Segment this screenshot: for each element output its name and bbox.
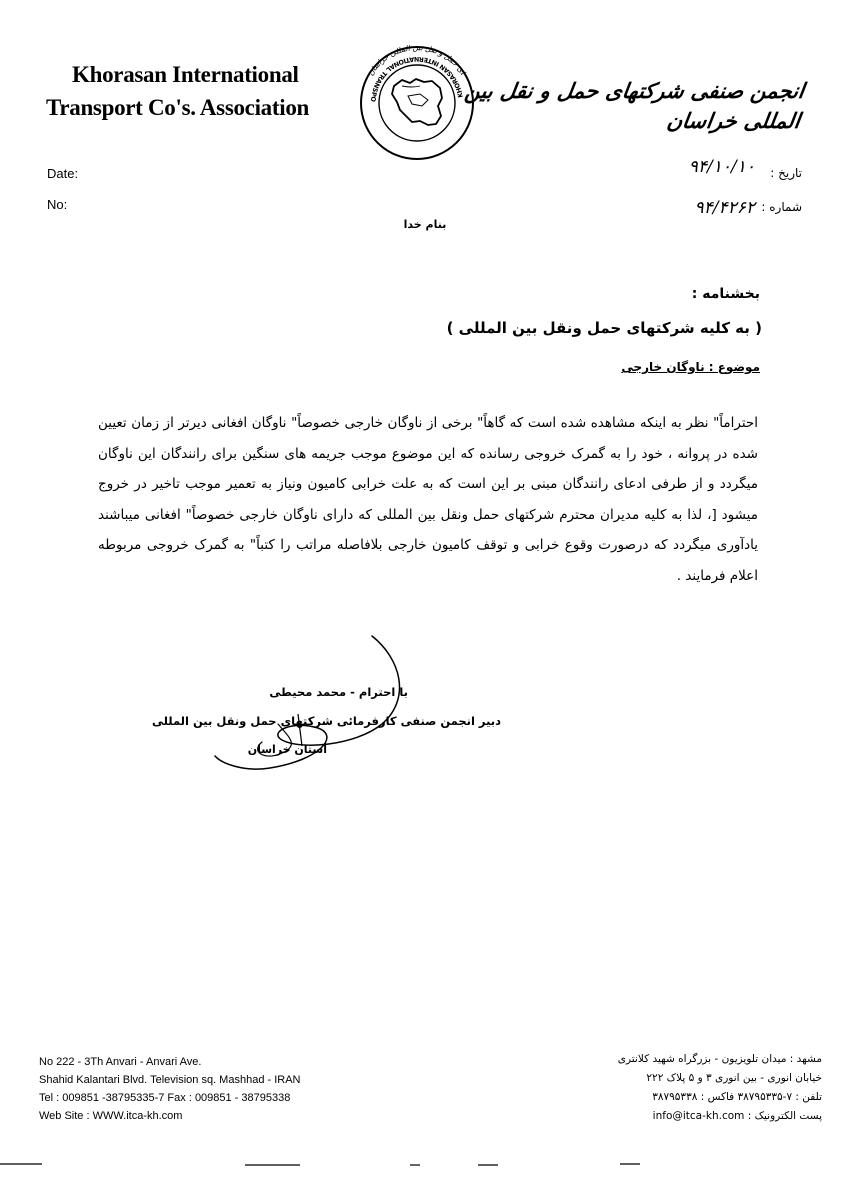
organization-name-en: [46, 58, 336, 124]
footer-address-en-line: No 222 - 3Th Anvari - Anvari Ave.: [39, 1056, 202, 1068]
number-label: No:: [47, 197, 68, 212]
scan-edge-marks: [0, 1160, 850, 1170]
logo-top-text: ای حمل و نقل بین المللی خراسان: [366, 42, 468, 78]
number-value-fa: ۹۴/۴۲۶۲: [694, 198, 755, 218]
footer-address-en-line: Tel : 009851 -38795335-7 Fax : 009851 - 38795338: [39, 1092, 291, 1104]
footer-website: Web Site : WWW.itca-kh.com: [39, 1110, 183, 1122]
date-label: Date:: [47, 166, 79, 181]
organization-name-en-line2: Transport Co's. Association: [46, 95, 310, 120]
recipient-line: ( به کلیه شرکتهای حمل ونقل بین المللی ): [446, 319, 762, 337]
logo-ring-text: KHORASAN INTERNATIONAL TRANSPO: [368, 54, 465, 103]
subject-line: موضوع : ناوگان خارجی: [621, 360, 760, 374]
footer-email: پست الکترونیک : info@itca-kh.com: [652, 1110, 822, 1122]
footer-address-fa-line: تلفن : ۷-۳۸۷۹۵۳۳۵ فاکس : ۳۸۷۹۵۳۳۸: [652, 1091, 822, 1103]
footer-address-fa-line: خیابان انوری - بین انوری ۳ و ۵ پلاک ۲۲۲: [646, 1072, 822, 1084]
footer-address-fa-line: مشهد : میدان تلویزیون - بزرگراه شهید کلانتری: [617, 1053, 822, 1065]
letter-body: احتراماً" نظر به اینکه مشاهده شده است که گاهاً" برخی از ناوگان خارجی خصوصاً" ناوگان افغانی دیرتر از زمان تعیین شده در پروانه ، خود را به گمرک خروجی رسانده که این موضوع موجب جریمه های سنگین برای رانندگان این ناوگان میگردد و از طرفی ادعای رانندگان مبنی بر این است که به علت خرابی کامیون ونیاز به تعمیر موجب تاخیر در خروج میشود [، لذا به کلیه مدیران محترم شرکتهای حمل ونقل بین المللی که دارای ناوگان خارجی خصوصاً" افغانی میباشند یادآوری میگردد که درصورت وقوع خرابی و توقف کامیون خارجی بلافاصله مراتب را کتباً" به گمرک خروجی مربوطه اعلام فرمایند .: [98, 415, 758, 584]
organization-name-en-line1: Khorasan International: [72, 62, 299, 87]
circular-heading: بخشنامه :: [691, 286, 760, 302]
number-label-fa: شماره :: [761, 200, 802, 214]
secretary-title: دبیر انجمن صنفی کارفرمائی شرکتهای حمل ونقل بین المللی: [151, 714, 501, 728]
iran-map-icon: [392, 79, 442, 125]
footer-address-en-line: Shahid Kalantari Blvd. Television sq. Mashhad - IRAN: [39, 1074, 301, 1086]
footer-address-en: [39, 1053, 369, 1125]
bismillah: بنام خدا: [403, 218, 447, 231]
date-value-fa: ۹۴/۱۰/۱۰: [688, 157, 755, 177]
province-line: استان خراسان: [247, 743, 327, 756]
regards-line: با احترام - محمد محیطی: [269, 685, 408, 699]
footer-address-fa: [522, 1050, 822, 1126]
organization-name-fa: انجمن صنفی شرکتهای حمل و نقل بین المللی خراسان: [463, 78, 806, 133]
date-label-fa: تاریخ :: [770, 166, 802, 180]
